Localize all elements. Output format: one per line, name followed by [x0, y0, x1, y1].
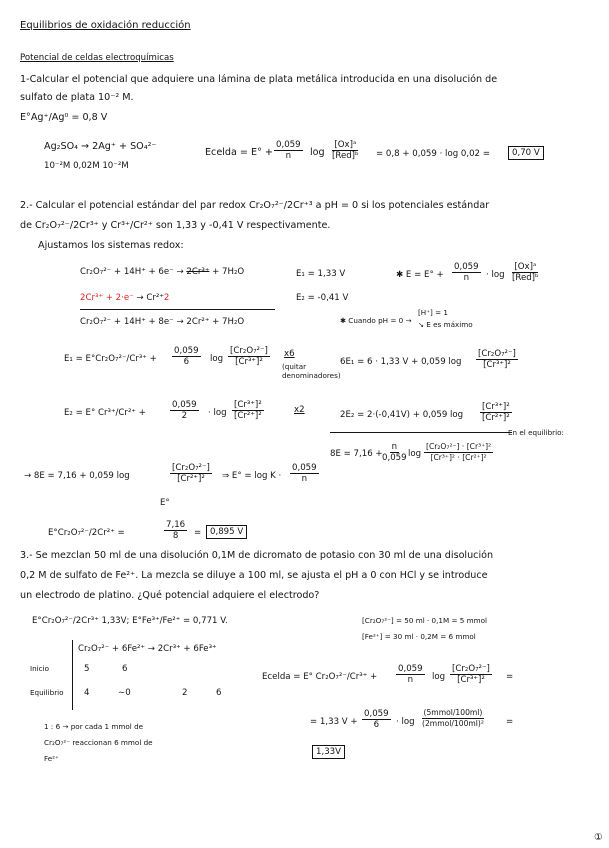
- p2-r2-d: 2: [163, 293, 170, 303]
- p3-eq-iron-iii: 6: [216, 688, 222, 698]
- p3-ecelda-lead: Ecelda = E° Cr₂O₇²⁻/Cr³⁺ +: [262, 672, 378, 682]
- p3-row-equilibrio: Equilibrio: [30, 688, 64, 697]
- p2-result-den: 8: [172, 531, 179, 541]
- p2-x2: x2: [294, 405, 305, 415]
- p3-eq-dichromate: 4: [84, 688, 90, 698]
- p2-sum-log: log: [408, 449, 422, 459]
- p2-eq2-log: · log: [208, 408, 227, 418]
- p2-nernst-log-fraction: [510, 262, 541, 283]
- p2-sum-log-num: [Cr₂O₇²⁻] · [Cr³⁺]²: [426, 442, 492, 451]
- page-number: ①: [594, 832, 603, 843]
- p2-eq1-result-den: [Cr³⁺]²: [483, 360, 511, 370]
- p1-log: log: [310, 147, 325, 158]
- p3-ecelda-num: 0,059: [398, 664, 423, 674]
- p1-result: 0,70 V: [508, 146, 544, 160]
- p2-eq2-log-den: [Cr²⁺]²: [234, 411, 262, 421]
- p2-adjust: Ajustamos los sistemas redox:: [38, 240, 184, 251]
- p2-eq1-log: log: [210, 354, 224, 364]
- p3-calc-fraction: [362, 709, 391, 730]
- p1-statement-line-2: sulfato de plata 10⁻² M.: [20, 92, 134, 103]
- p2-eq1-log-num: [Cr₂O₇²⁻]: [230, 346, 268, 356]
- p3-inicio-dichromate: 5: [84, 664, 90, 674]
- p2-eq1-fraction: [172, 346, 201, 367]
- p2-r2-a: 2Cr³⁺: [80, 293, 103, 303]
- p2-final-fraction: [170, 463, 212, 484]
- p2-nernst-num: 0,059: [454, 262, 479, 272]
- p2-ph-note: ✱ Cuando pH = 0 →: [340, 316, 412, 325]
- p2-nernst-log-den: [Red]ᵇ: [512, 273, 539, 283]
- p2-statement-line-2: de Cr₂O₇²⁻/2Cr³⁺ y Cr³⁺/Cr²⁺ son 1,33 y -0,41 V respectivamente.: [20, 220, 331, 231]
- p3-calc-log-den: (2mmol/100ml)²: [422, 719, 484, 728]
- p3-calc-lead: = 1,33 V +: [310, 717, 358, 727]
- p2-result-equals: =: [194, 528, 202, 538]
- p3-eq-iron: ∼0: [118, 688, 131, 698]
- p2-nernst-lead: ✱ E = E° +: [396, 270, 444, 280]
- p2-statement-line-1: 2.- Calcular el potencial estándar del par redox Cr₂O₇²⁻/2Cr⁺³ a pH = 0 si los potenciales estándar: [20, 200, 490, 211]
- p2-r2-c: → Cr²⁺: [136, 293, 164, 303]
- p3-ecelda-fraction: [396, 664, 425, 685]
- p2-final-arrow: ⇒ E° = log K ·: [222, 471, 282, 481]
- p2-eq1-num: 0,059: [174, 346, 199, 356]
- p2-eq1-log-fraction: [228, 346, 270, 367]
- p2-nernst-log: · log: [486, 270, 505, 280]
- p2-sum-fraction: [380, 442, 409, 463]
- p2-eq2-lead: E₂ = E° Cr³⁺/Cr²⁺ +: [64, 408, 146, 418]
- p3-calc-tail: =: [506, 717, 514, 727]
- p2-reaction-2: [80, 292, 169, 304]
- p3-eq-chromium: 2: [182, 688, 188, 698]
- table-divider: [72, 640, 73, 710]
- p2-eq2-num: 0,059: [172, 400, 197, 410]
- p3-result: 1,33V: [312, 745, 345, 759]
- p2-ph-note-b: ↘ E es máximo: [418, 320, 473, 329]
- p2-e1: E₁ = 1,33 V: [296, 269, 346, 279]
- p2-final-k-den: n: [301, 474, 308, 484]
- sum-rule-2: [330, 432, 512, 433]
- p3-row-inicio: Inicio: [30, 664, 50, 673]
- p3-statement-line-3: un electrodo de platino. ¿Qué potencial adquiere el electrodo?: [20, 590, 320, 601]
- p2-x6-note: (quitar denominadores): [282, 362, 341, 380]
- p2-result-lead: E°Cr₂O₇²⁻/2Cr²⁺ =: [48, 528, 125, 538]
- p2-eq1-den: 6: [183, 357, 190, 367]
- p3-mmol-dichromate: [Cr₂O₇²⁻] = 50 ml · 0,1M = 5 mmol: [362, 616, 488, 625]
- p3-statement-line-1: 3.- Se mezclan 50 ml de una disolución 0,1M de dicromato de potasio con 30 ml de una disolución: [20, 550, 494, 561]
- page-title: Equilibrios de oxidación reducción: [20, 20, 191, 31]
- p2-sum-log-den: [Cr³⁺]² · [Cr²⁺]²: [430, 453, 487, 462]
- p2-eq1-result: 6E₁ = 6 · 1,33 V + 0,059 log: [340, 357, 462, 367]
- p3-calc-den: 6: [373, 720, 380, 730]
- p1-fraction: [274, 140, 303, 161]
- p3-calc-log: · log: [396, 717, 415, 727]
- p3-ecelda-log-den: [Cr³⁺]²: [457, 675, 485, 685]
- p3-mmol-iron: [Fe²⁺] = 30 ml · 0,2M = 6 mmol: [362, 632, 476, 641]
- p2-sum-num: n: [391, 442, 398, 452]
- p3-ecelda-log: log: [432, 672, 446, 682]
- p3-calc-log-fraction: [420, 708, 486, 729]
- p2-result-fraction: [164, 520, 187, 541]
- p2-eq2-result-num: [Cr³⁺]²: [482, 402, 510, 412]
- p1-statement-line-1: 1-Calcular el potencial que adquiere una lámina de plata metálica introducida en una disolución de: [20, 74, 498, 85]
- p2-final-lead: → 8E = 7,16 + 0,059 log: [24, 471, 130, 481]
- p3-inicio-iron: 6: [122, 664, 128, 674]
- p2-ph-note-a: [H⁺] = 1: [418, 308, 448, 317]
- p3-ecelda-equals: =: [506, 672, 514, 682]
- p3-given: E°Cr₂O₇²⁻/2Cr³⁺ 1,33V; E°Fe³⁺/Fe²⁺ = 0,771 V.: [32, 616, 228, 626]
- p2-eq1-result-fraction: [476, 349, 518, 370]
- p2-eq2-fraction: [170, 400, 199, 421]
- p2-final-den: [Cr²⁺]²: [177, 474, 205, 484]
- p2-final-k-fraction: [290, 463, 319, 484]
- p3-ecelda-log-fraction: [450, 664, 492, 685]
- p1-ecelda-lead: Ecelda = E° +: [205, 147, 273, 158]
- p2-eq1-result-num: [Cr₂O₇²⁻]: [478, 349, 516, 359]
- p2-eq1-log-den: [Cr³⁺]²: [235, 357, 263, 367]
- p3-note-line-2: Cr₂O₇²⁻ reaccionan 6 mmol de: [44, 738, 153, 747]
- p3-calc-log-num: (5mmol/100ml): [423, 708, 483, 717]
- p1-log-den: [Red]ᵇ: [332, 151, 359, 161]
- p3-ecelda-log-num: [Cr₂O₇²⁻]: [452, 664, 490, 674]
- p2-result-num: 7,16: [166, 520, 186, 530]
- p1-log-num: [Ox]ᵃ: [334, 140, 357, 150]
- p1-reaction: Ag₂SO₄ → 2Ag⁺ + SO₄²⁻: [44, 141, 157, 152]
- p2-reaction-sum: Cr₂O₇²⁻ + 14H⁺ + 8e⁻ → 2Cr²⁺ + 7H₂O: [80, 317, 245, 327]
- p3-note-line-3: Fe²⁺: [44, 754, 59, 763]
- p1-fraction-num: 0,059: [276, 140, 301, 150]
- p2-nernst-fraction: [452, 262, 481, 283]
- p2-eq2-den: 2: [181, 411, 188, 421]
- p2-result: 0,895 V: [206, 525, 247, 539]
- p3-reaction: Cr₂O₇²⁻ + 6Fe²⁺ → 2Cr³⁺ + 6Fe³⁺: [78, 644, 217, 654]
- p2-r1-struck: 2Cr³⁺: [186, 267, 210, 277]
- p2-r2-b: + 2·e⁻: [105, 293, 134, 303]
- p3-note-line-1: 1 : 6 → por cada 1 mmol de: [44, 722, 144, 731]
- p2-e2: E₂ = -0,41 V: [296, 293, 349, 303]
- section-subtitle: Potencial de celdas electroquímicas: [20, 53, 174, 63]
- p1-fraction-den: n: [285, 151, 292, 161]
- p2-reaction-1: [80, 266, 244, 278]
- p2-sum-log-fraction: [424, 442, 493, 463]
- p2-sum-den: 0,059: [382, 453, 407, 463]
- p1-given: E°Ag⁺/Ag⁰ = 0,8 V: [20, 112, 108, 123]
- p2-final-k-num: 0,059: [292, 463, 317, 473]
- p2-equilibrium-label: En el equilibrio:: [508, 428, 564, 437]
- p1-calculation: = 0,8 + 0,059 · log 0,02 =: [376, 149, 490, 159]
- p2-eq2-log-num: [Cr³⁺]²: [234, 400, 262, 410]
- p2-x6: x6: [284, 349, 295, 359]
- p1-concentrations: 10⁻²M 0,02M 10⁻²M: [44, 161, 129, 171]
- p2-sum-lead: 8E = 7,16 +: [330, 449, 383, 459]
- p3-ecelda-den: n: [407, 675, 414, 685]
- p2-nernst-log-num: [Ox]ᵃ: [514, 262, 537, 272]
- p2-eq1-lead: E₁ = E°Cr₂O₇²⁻/Cr³⁺ +: [64, 354, 157, 364]
- p2-eq2-result-den: [Cr²⁺]²: [482, 413, 510, 423]
- p2-eq2-result-fraction: [480, 402, 512, 423]
- p2-eq2-log-fraction: [232, 400, 264, 421]
- p2-eq2-result: 2E₂ = 2·(-0,41V) + 0,059 log: [340, 410, 464, 420]
- sum-rule: [80, 309, 275, 310]
- p3-calc-num: 0,059: [364, 709, 389, 719]
- p2-r1-right: + 7H₂O: [212, 267, 245, 277]
- p2-final-num: [Cr₂O₇²⁻]: [172, 463, 210, 473]
- p2-nernst-den: n: [463, 273, 470, 283]
- p3-statement-line-2: 0,2 M de sulfato de Fe²⁺. La mezcla se diluye a 100 ml, se ajusta el pH a 0 con HCl y se introduce: [20, 570, 488, 581]
- p2-e-degree: E°: [160, 498, 170, 508]
- p2-r1-left: Cr₂O₇²⁻ + 14H⁺ + 6e⁻ →: [80, 267, 184, 277]
- p1-log-fraction: [330, 140, 361, 161]
